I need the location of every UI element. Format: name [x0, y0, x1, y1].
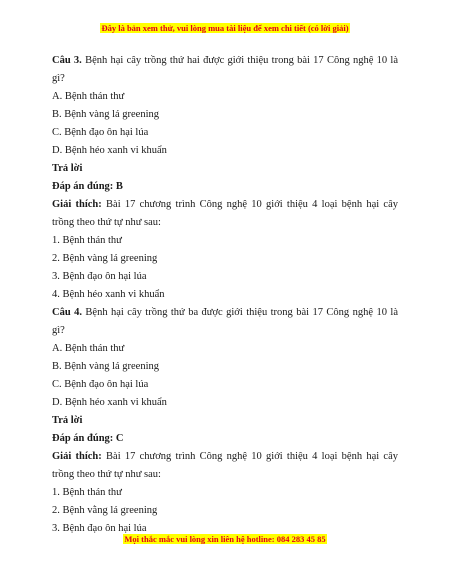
q4-correct-answer — [52, 430, 398, 448]
q3-option-c: C. Bệnh đạo ôn hại lúa — [52, 127, 149, 138]
question-3 — [52, 52, 398, 88]
preview-notice — [0, 23, 450, 33]
q3-list-item-2: 2. Bệnh vàng lá greening — [52, 253, 158, 264]
question-4-text: Bệnh hại cây trồng thứ ba được giới thiệu trong bài 17 Công nghệ 10 là gì? — [52, 307, 398, 336]
document-body — [52, 52, 398, 538]
q4-list-item-3: 3. Bệnh đạo ôn hại lúa — [52, 523, 147, 534]
preview-notice-text: Đây là bản xem thử, vui lòng mua tài liệu để xem chi tiết (có lời giải) — [101, 23, 349, 33]
q4-explanation-label: Giải thích: — [52, 451, 102, 462]
q4-explanation — [52, 448, 398, 484]
hotline-notice — [0, 534, 450, 544]
q3-explanation-text: Bài 17 chương trình Công nghệ 10 giới thiệu 4 loại bệnh hại cây trồng theo thứ tự như sau: — [52, 199, 399, 228]
q3-list-item-1: 1. Bệnh thán thư — [52, 235, 122, 246]
question-4 — [52, 304, 398, 340]
q4-option-a: A. Bệnh thán thư — [52, 343, 125, 354]
q4-correct-answer-text: Đáp án đúng: C — [52, 433, 124, 444]
q3-explanation — [52, 196, 398, 232]
q3-correct-answer-text: Đáp án đúng: B — [52, 181, 123, 192]
hotline-notice-text: Mọi thắc mắc vui lòng xin liên hệ hotline: 084 283 45 85 — [124, 534, 326, 544]
question-4-label: Câu 4. — [52, 307, 82, 318]
q3-correct-answer — [52, 178, 398, 196]
q4-answer-heading-text: Trả lời — [52, 415, 83, 426]
q3-option-d: D. Bệnh héo xanh vi khuẩn — [52, 145, 167, 156]
q3-explanation-label: Giải thích: — [52, 199, 102, 210]
q3-list-item-4: 4. Bệnh héo xanh vi khuẩn — [52, 289, 165, 300]
q3-option-a: A. Bệnh thán thư — [52, 91, 125, 102]
q3-list-item-3: 3. Bệnh đạo ôn hại lúa — [52, 271, 147, 282]
question-3-label: Câu 3. — [52, 55, 82, 66]
q3-answer-heading — [52, 160, 398, 178]
q4-option-d: D. Bệnh héo xanh vi khuẩn — [52, 397, 167, 408]
q4-list-item-2: 2. Bệnh vằng lá greening — [52, 505, 158, 516]
q3-answer-heading-text: Trả lời — [52, 163, 83, 174]
q4-list-item-1: 1. Bệnh thán thư — [52, 487, 122, 498]
question-3-text: Bệnh hại cây trồng thứ hai được giới thiệu trong bài 17 Công nghệ 10 là gì? — [52, 55, 398, 84]
q4-explanation-text: Bài 17 chương trình Công nghệ 10 giới thiệu 4 loại bệnh hại cây trồng theo thứ tự như sau: — [52, 451, 399, 480]
q3-option-b: B. Bệnh vàng lá greening — [52, 109, 160, 120]
q4-option-b: B. Bệnh vàng lá greening — [52, 361, 160, 372]
q4-option-c: C. Bệnh đạo ôn hại lúa — [52, 379, 149, 390]
q4-answer-heading — [52, 412, 398, 430]
